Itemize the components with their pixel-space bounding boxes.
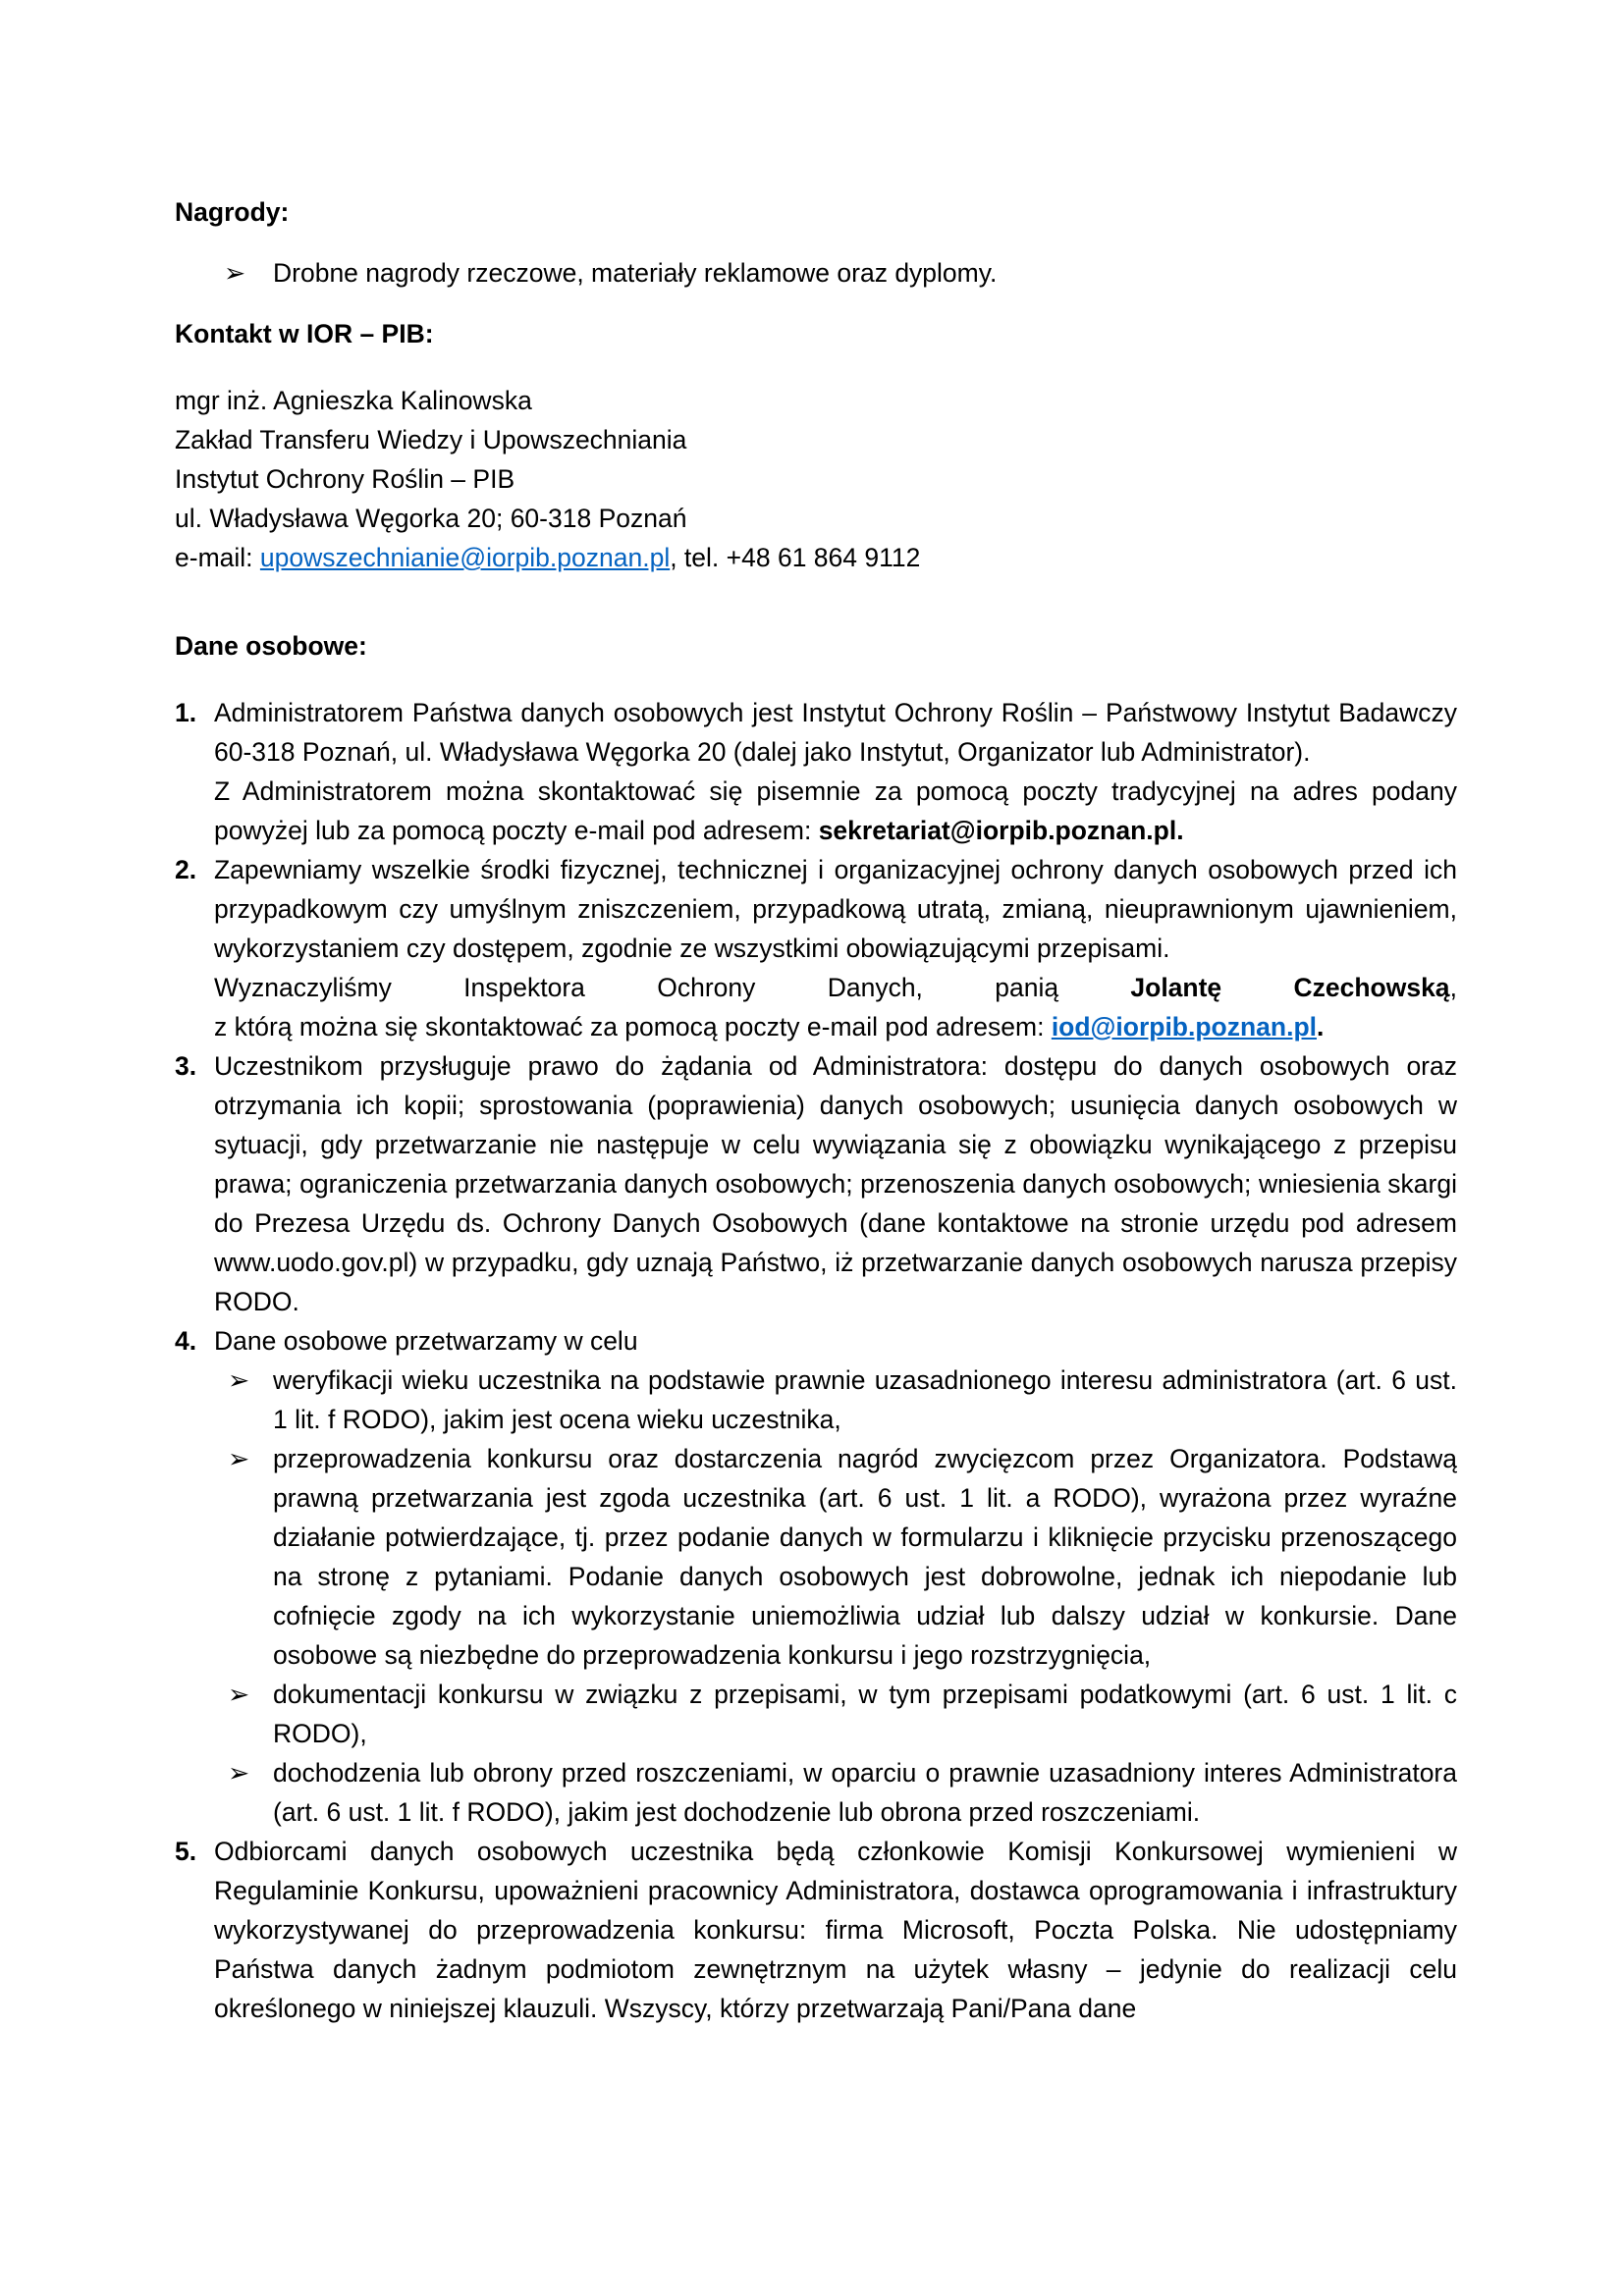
- inspector-last-name-group: [1293, 968, 1456, 1007]
- arrow-bullet-icon: ➢: [228, 1680, 250, 1709]
- inspector-line: [214, 968, 1457, 1007]
- purpose-item: [175, 1675, 1457, 1753]
- clause-text: Zapewniamy wszelkie środki fizycznej, technicznej i organizacyjnej ochrony danych osobowych przed ich przypadkowym czy umyślnym zniszczeniem, przypadkową utratą, zmianą, nieuprawnionym ujawnieniem, wykorzystaniem czy dostępem, zgodnie ze wszystkimi obowiązującymi przepisami.: [214, 855, 1457, 963]
- contact-department: Zakład Transferu Wiedzy i Upowszechniania: [175, 425, 687, 454]
- contact-phone: , tel. +48 61 864 9112: [670, 543, 921, 572]
- clause-item-5: [175, 1832, 1457, 2028]
- word: panią: [995, 973, 1059, 1002]
- prizes-heading: Nagrody:: [175, 197, 290, 227]
- contact-email-link[interactable]: upowszechnianie@iorpib.poznan.pl: [259, 543, 671, 572]
- clause-item-1: [175, 693, 1457, 850]
- period: .: [1317, 1012, 1325, 1041]
- arrow-bullet-icon: ➢: [228, 1444, 250, 1473]
- secretariat-email: sekretariat@iorpib.poznan.pl.: [818, 816, 1184, 845]
- clause-item-4: [175, 1321, 1457, 1832]
- clause-text: Dane osobowe przetwarzamy w celu: [214, 1326, 638, 1356]
- comma: ,: [1449, 973, 1457, 1002]
- inspector-last-name: Czechowską: [1293, 973, 1450, 1002]
- word: Inspektora: [463, 973, 585, 1002]
- contact-heading: Kontakt w IOR – PIB:: [175, 319, 434, 348]
- clause-contact-text: Z Administratorem można skontaktować się pisemnie za pomocą poczty tradycyjnej na adres podany powyżej lub za pomocą poczty e-mail pod adresem:: [214, 776, 1457, 845]
- purpose-text: weryfikacji wieku uczestnika na podstawie prawnie uzasadnionego interesu administratora (art. 6 ust. 1 lit. f RODO), jakim jest ocena wieku uczestnika,: [273, 1365, 1457, 1434]
- arrow-bullet-icon: ➢: [228, 1758, 250, 1788]
- clause-item-3: [175, 1046, 1457, 1321]
- clause-number: 3.: [175, 1051, 197, 1081]
- clause-text: Odbiorcami danych osobowych uczestnika będą członkowie Komisji Konkursowej wymienieni w Regulaminie Konkursu, upoważnieni pracownicy Administratora, dostawca oprogramowania i infrastruktury wykorzystywanej do przeprowadzenia konkursu: firma Microsoft, Poczta Polska. Nie udostępniamy Państwa danych żadnym podmiotom zewnętrznym na użytek własny – jedynie do realizacji celu określonego w niniejszej klauzuli. Wszyscy, którzy przetwarzają Pani/Pana dane: [214, 1837, 1457, 2023]
- contact-institute: Instytut Ochrony Roślin – PIB: [175, 464, 515, 494]
- inspector-first-name: Jolantę: [1130, 973, 1222, 1002]
- word: Wyznaczyliśmy: [214, 973, 392, 1002]
- purpose-text: przeprowadzenia konkursu oraz dostarczenia nagród zwycięzcom przez Organizatora. Podstawą prawną przetwarzania jest zgoda uczestnika (art. 6 ust. 1 lit. a RODO), wyrażona przez wyraźne działanie potwierdzające, tj. przez podanie danych w formularzu i kliknięcie przycisku przenoszącego na stronę z pytaniami. Podanie danych osobowych jest dobrowolne, jednak ich niepodanie lub cofnięcie zgody na ich wykorzystanie uniemożliwia udział lub dalszy udział w konkursie. Dane osobowe są niezbędne do przeprowadzenia konkursu i jego rozstrzygnięcia,: [273, 1444, 1457, 1670]
- purpose-item: [175, 1361, 1457, 1439]
- clause-text: Administratorem Państwa danych osobowych jest Instytut Ochrony Roślin – Państwowy Instytut Badawczy 60-318 Poznań, ul. Władysława Węgorka 20 (dalej jako Instytut, Organizator lub Administrator).: [214, 698, 1457, 767]
- prize-item-text: Drobne nagrody rzeczowe, materiały reklamowe oraz dyplomy.: [273, 258, 998, 288]
- clause-text-contact: [214, 772, 1457, 850]
- purpose-item: [175, 1753, 1457, 1832]
- clause-number: 5.: [175, 1837, 197, 1866]
- purpose-text: dochodzenia lub obrony przed roszczeniami, w oparciu o prawnie uzasadniony interes Administratora (art. 6 ust. 1 lit. f RODO), jakim jest dochodzenie lub obrona przed roszczeniami.: [273, 1758, 1457, 1827]
- personal-data-heading: Dane osobowe:: [175, 631, 367, 661]
- arrow-bullet-icon: ➢: [224, 258, 246, 288]
- iod-email: iod@iorpib.poznan.pl: [1051, 1012, 1318, 1041]
- iod-email-link[interactable]: [1052, 1012, 1317, 1041]
- clause-number: 1.: [175, 698, 197, 727]
- purpose-text: dokumentacji konkursu w związku z przepisami, w tym przepisami podatkowymi (art. 6 ust. 1 lit. c RODO),: [273, 1680, 1457, 1748]
- contact-address: ul. Władysława Węgorka 20; 60-318 Poznań: [175, 504, 687, 533]
- clause-text: Uczestnikom przysługuje prawo do żądania od Administratora: dostępu do danych osobowych oraz otrzymania ich kopii; sprostowania (poprawienia) danych osobowych; usunięcia danych osobowych w sytuacji, gdy przetwarzanie nie następuje w celu wywiązania się z obowiązku wynikającego z przepisu prawa; ograniczenia przetwarzania danych osobowych; przenoszenia danych osobowych; wniesienia skargi do Prezesa Urzędu ds. Ochrony Danych Osobowych (dane kontaktowe na stronie urzędu pod adresem www.uodo.gov.pl) w przypadku, gdy uznają Państwo, iż przetwarzanie danych osobowych narusza przepisy RODO.: [214, 1051, 1457, 1316]
- clause-number: 4.: [175, 1326, 197, 1356]
- word: Ochrony: [657, 973, 756, 1002]
- document-body: [175, 192, 1457, 2028]
- clause-item-2: [175, 850, 1457, 1046]
- email-label: e-mail:: [175, 543, 260, 572]
- contact-line: [175, 538, 1457, 577]
- arrow-bullet-icon: ➢: [228, 1365, 250, 1395]
- iod-contact-line: [214, 1007, 1457, 1046]
- word: Danych,: [827, 973, 923, 1002]
- clause-number: 2.: [175, 855, 197, 884]
- purpose-item: [175, 1439, 1457, 1675]
- iod-contact-text: z którą można się skontaktować za pomocą poczty e-mail pod adresem:: [214, 1012, 1052, 1041]
- prize-item: [175, 253, 1457, 293]
- contact-name: mgr inż. Agnieszka Kalinowska: [175, 386, 532, 415]
